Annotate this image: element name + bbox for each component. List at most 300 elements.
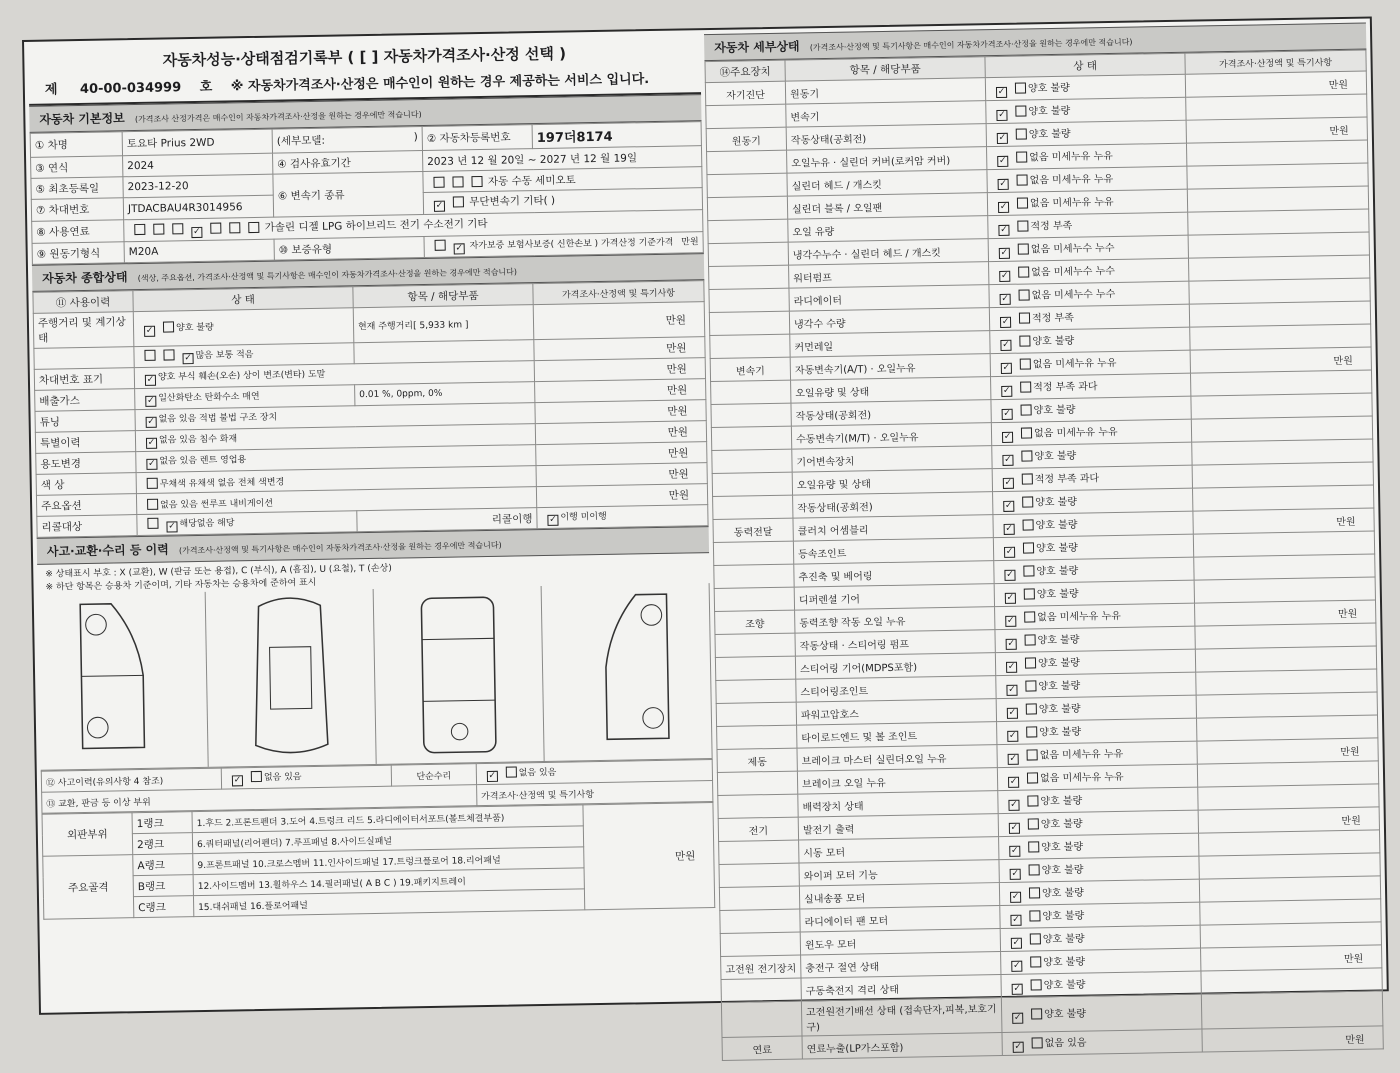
state-options: 양호 불량 bbox=[1043, 956, 1086, 969]
checkbox-icon bbox=[1018, 243, 1029, 254]
detail-price bbox=[1190, 370, 1371, 396]
device-group bbox=[707, 196, 787, 220]
checkbox-icon bbox=[1020, 381, 1031, 392]
device-group: 고전원 전기장치 bbox=[721, 955, 801, 979]
state-options: 적정 부족 과다 bbox=[1034, 473, 1100, 486]
checkbox-icon bbox=[1017, 174, 1028, 185]
checkbox-icon bbox=[1003, 501, 1014, 512]
detail-price: 만원 bbox=[1198, 807, 1379, 833]
detail-item: 변속기 bbox=[786, 101, 986, 127]
checkbox-icon bbox=[1027, 749, 1038, 760]
device-group bbox=[711, 380, 791, 404]
transmission-options-2: ✓ 무단변속기 기타( ) bbox=[423, 188, 702, 215]
state-options: 양호 불량 bbox=[1040, 795, 1083, 808]
parts-table bbox=[42, 802, 716, 920]
device-group bbox=[716, 679, 796, 703]
parts-label: ⑬ 교환, 판금 등 이상 부위 bbox=[42, 785, 477, 814]
state-options: 없음 있음 bbox=[1044, 1037, 1087, 1050]
value-year: 2024 bbox=[123, 153, 273, 177]
detail-item: 커먼레일 bbox=[790, 331, 990, 357]
detail-state bbox=[986, 97, 1186, 123]
detail-state bbox=[1000, 902, 1200, 928]
vehicle-note: ※ 하단 항목은 승용차 기준이며, 기타 자동차는 승용차에 준하여 표시 bbox=[45, 577, 317, 593]
detail-state bbox=[998, 810, 1198, 836]
detail-price bbox=[1199, 853, 1380, 879]
repair-options: ✓ 없음 있음 bbox=[476, 760, 713, 785]
device-group bbox=[720, 932, 800, 956]
device-group bbox=[708, 242, 788, 266]
value-inspection-period: 2023 년 12 월 20일 ~ 2027 년 12 월 19일 bbox=[422, 146, 701, 172]
detail-price: 만원 bbox=[1186, 117, 1367, 143]
table-row: 주요옵션 없음 있음 썬루프 내비게이션 만원 bbox=[36, 484, 707, 517]
state-options: 없음 미세누수 누수 bbox=[1031, 288, 1116, 302]
checkbox-icon bbox=[999, 248, 1010, 259]
detail-state bbox=[996, 695, 1196, 721]
checkbox-icon bbox=[1028, 818, 1039, 829]
label-fuel: ⑧ 사용연료 bbox=[32, 220, 124, 244]
detail-price bbox=[1201, 991, 1383, 1029]
checkbox-icon bbox=[1005, 616, 1016, 627]
detail-price bbox=[1189, 278, 1370, 304]
device-group bbox=[719, 863, 799, 887]
col-usage: ⑪ 사용이력 bbox=[33, 291, 133, 314]
label-warranty: ⑩ 보증유형 bbox=[274, 237, 424, 261]
checkbox-icon bbox=[1020, 358, 1031, 369]
checkbox-icon bbox=[1010, 915, 1021, 926]
repair-label: 단순수리 bbox=[391, 764, 476, 786]
detail-price bbox=[1191, 416, 1372, 442]
table-row: 용도변경 ✓ 없음 있음 렌트 영업용 만원 bbox=[36, 442, 707, 475]
detail-item: 등속조인트 bbox=[793, 538, 993, 564]
detail-item: 파워고압호스 bbox=[796, 699, 996, 725]
detail-item: 라디에이터 bbox=[789, 285, 989, 311]
checkbox-icon bbox=[998, 202, 1009, 213]
device-group bbox=[712, 449, 792, 473]
detail-item: 작동상태(공회전) bbox=[791, 400, 991, 426]
checkbox-icon bbox=[1023, 565, 1034, 576]
col-state: 상 태 bbox=[133, 287, 353, 312]
checkbox-icon bbox=[1002, 409, 1013, 420]
right-column bbox=[704, 23, 1383, 1056]
detail-item: 와이퍼 모터 기능 bbox=[799, 860, 999, 886]
checkbox-icon bbox=[1025, 680, 1036, 691]
detail-price bbox=[1199, 876, 1380, 902]
table-row: 배출가스 ✓ 일산화탄소 탄화수소 매연 0.01 %, 0ppm, 0% 만원 bbox=[35, 379, 706, 412]
checkbox-icon bbox=[1009, 846, 1020, 857]
detail-price bbox=[1195, 646, 1376, 672]
checkbox-icon bbox=[1002, 455, 1013, 466]
detail-price bbox=[1186, 94, 1367, 120]
detail-state bbox=[993, 511, 1193, 537]
state-options: 없음 미세누유 누유 bbox=[1029, 196, 1114, 210]
detail-item: 스티어링 기어(MDPS포함) bbox=[795, 653, 995, 679]
checkbox-icon bbox=[1024, 588, 1035, 599]
detail-price bbox=[1199, 830, 1380, 856]
label-transmission: ⑥ 변속기 종류 bbox=[273, 172, 424, 218]
checkbox-icon bbox=[1028, 841, 1039, 852]
service-note: ※ 자동차가격조사·산정은 매수인이 원하는 경우 제공하는 서비스 입니다. bbox=[230, 72, 650, 95]
checkbox-icon bbox=[1006, 639, 1017, 650]
detail-price bbox=[1201, 968, 1382, 994]
checkbox-icon bbox=[1003, 478, 1014, 489]
car-diagram-right-side bbox=[542, 583, 713, 761]
table-row: C랭크 15.대쉬패널 16.플로어패널 bbox=[43, 887, 714, 920]
checkbox-icon bbox=[1004, 524, 1015, 535]
checkbox-icon bbox=[1030, 933, 1041, 944]
device-group bbox=[721, 978, 801, 1002]
state-options: 양호 불량 bbox=[1039, 726, 1082, 739]
detail-item: 발전기 출력 bbox=[798, 814, 998, 840]
table-row: 특별이력 ✓ 없음 있음 침수 화재 만원 bbox=[35, 421, 706, 454]
checkbox-icon bbox=[1017, 220, 1028, 231]
device-group bbox=[719, 886, 799, 910]
device-group bbox=[707, 150, 787, 174]
checkbox-icon bbox=[1031, 1008, 1042, 1019]
detail-state bbox=[993, 488, 1193, 514]
table-row: 튜닝 ✓ 없음 있음 적법 불법 구조 장치 만원 bbox=[35, 400, 706, 433]
table-row: 차대번호 표기 ✓ 양호 부식 훼손(오손) 상이 변조(변타) 도말 만원 bbox=[34, 358, 705, 391]
detail-price bbox=[1189, 301, 1370, 327]
device-group: 조향 bbox=[715, 610, 795, 634]
detail-price bbox=[1197, 715, 1378, 741]
car-diagram-left-side bbox=[38, 592, 209, 770]
device-group: 원동기 bbox=[706, 127, 786, 151]
left-column bbox=[28, 34, 717, 1006]
device-group bbox=[712, 472, 792, 496]
detail-item: 배력장치 상태 bbox=[798, 791, 998, 817]
col-device: ⑭주요장치 bbox=[705, 60, 785, 82]
detail-price bbox=[1192, 439, 1373, 465]
detail-price bbox=[1187, 186, 1368, 212]
checkbox-icon bbox=[1029, 910, 1040, 921]
col-detail-price: 가격조사·산정액 및 특기사항 bbox=[1185, 50, 1366, 74]
detail-price bbox=[1188, 209, 1369, 235]
detail-price bbox=[1193, 531, 1374, 557]
checkbox-icon bbox=[999, 271, 1010, 282]
state-options: 양호 불량 bbox=[1037, 634, 1080, 647]
detail-item: 연료누출(LP가스포함) bbox=[802, 1033, 1002, 1059]
checkbox-icon bbox=[997, 133, 1008, 144]
detail-state bbox=[989, 304, 1189, 330]
history-label: ⑫ 사고이력(유의사항 4 참조) bbox=[41, 768, 221, 792]
value-reg-number: 197더8174 bbox=[532, 122, 701, 149]
device-group bbox=[709, 265, 789, 289]
checkbox-icon bbox=[1004, 570, 1015, 581]
detail-item: 라디에이터 팬 모터 bbox=[800, 906, 1000, 932]
label-reg-number: ② 자동차등록번호 bbox=[422, 125, 532, 151]
device-group: 변속기 bbox=[710, 357, 790, 381]
detail-price bbox=[1200, 899, 1381, 925]
checkbox-icon bbox=[1027, 772, 1038, 783]
checkbox-icon bbox=[1015, 82, 1026, 93]
detail-item: 오일 유량 bbox=[788, 216, 988, 242]
detail-item: 시동 모터 bbox=[799, 837, 999, 863]
checkbox-icon bbox=[1008, 777, 1019, 788]
inspection-sheet bbox=[22, 16, 1389, 1056]
state-options: 양호 불량 bbox=[1028, 128, 1071, 141]
state-options: 양호 불량 bbox=[1043, 979, 1086, 992]
detail-state bbox=[1001, 994, 1202, 1032]
detail-item: 고전원전기배선 상태 (접속단자,피복,보호기구) bbox=[801, 998, 1002, 1036]
detail-item: 추진축 및 베어링 bbox=[794, 561, 994, 587]
checkbox-icon bbox=[1025, 657, 1036, 668]
checkbox-icon bbox=[998, 225, 1009, 236]
device-group bbox=[719, 840, 799, 864]
number-prefix: 제 bbox=[44, 82, 58, 98]
detail-state bbox=[985, 74, 1185, 100]
detail-price: 만원 bbox=[1197, 738, 1378, 764]
checkbox-icon bbox=[1008, 754, 1019, 765]
col-item: 항목 / 해당부품 bbox=[353, 284, 533, 308]
checkbox-icon bbox=[1032, 1037, 1043, 1048]
state-options: 양호 불량 bbox=[1032, 335, 1075, 348]
detail-price: 만원 bbox=[1193, 508, 1374, 534]
detail-item: 워터펌프 bbox=[789, 262, 989, 288]
detail-item: 오일유량 및 상태 bbox=[791, 377, 991, 403]
detail-item: 오일누유 · 실린더 커버(로커암 커버) bbox=[787, 147, 987, 173]
checkbox-icon bbox=[1016, 151, 1027, 162]
col-price: 가격조사·산정액 및 특기사항 bbox=[533, 281, 704, 305]
detail-item: 작동상태 · 스티어링 펌프 bbox=[795, 630, 995, 656]
checkbox-icon bbox=[1012, 1013, 1023, 1024]
checkbox-icon bbox=[1024, 611, 1035, 622]
checkbox-icon bbox=[1030, 956, 1041, 967]
transmission-options: 자동 수동 세미오토 bbox=[423, 167, 702, 193]
label-first-reg: ⑤ 최초등록일 bbox=[31, 177, 123, 200]
device-group bbox=[714, 564, 794, 588]
state-options: 없음 미세누유 누유 bbox=[1029, 173, 1114, 187]
checkbox-icon bbox=[1023, 519, 1034, 530]
col-detail-state: 상 태 bbox=[985, 53, 1185, 77]
label-year: ③ 연식 bbox=[31, 156, 123, 179]
checkbox-icon bbox=[1006, 662, 1017, 673]
checkbox-icon bbox=[1026, 703, 1037, 714]
checkbox-icon bbox=[1013, 1042, 1024, 1053]
device-group bbox=[709, 311, 789, 335]
overall-status-table bbox=[32, 280, 708, 538]
checkbox-icon bbox=[1022, 496, 1033, 507]
parts-price-col: 가격조사·산정액 및 특기사항 bbox=[476, 781, 713, 806]
detail-item: 수동변속기(M/T) · 오일누유 bbox=[791, 423, 991, 449]
table-row: B랭크 12.사이드멤버 13.휠하우스 14.필러패널( A B C ) 19.패키지트레이 bbox=[43, 866, 714, 899]
state-options: 양호 불량 bbox=[1044, 1008, 1087, 1021]
state-options: 없음 미세누수 누수 bbox=[1030, 242, 1115, 256]
car-diagrams bbox=[38, 583, 713, 771]
detail-state bbox=[987, 189, 1187, 215]
checkbox-icon bbox=[1021, 427, 1032, 438]
warranty-options: ✓ 자가보증 보험사보증( 신한손보 ) 가격산정 기준가격 만원 bbox=[424, 232, 703, 258]
detail-price bbox=[1192, 462, 1373, 488]
checkbox-icon bbox=[1010, 869, 1021, 880]
detail-item: 브레이크 오일 누유 bbox=[797, 768, 997, 794]
state-options: 양호 불량 bbox=[1038, 680, 1081, 693]
detail-price bbox=[1186, 140, 1367, 166]
checkbox-icon bbox=[1027, 795, 1038, 806]
state-options: 없음 미세누수 누수 bbox=[1031, 265, 1115, 279]
state-options: 양호 불량 bbox=[1033, 404, 1076, 417]
checkbox-icon bbox=[996, 110, 1007, 121]
accident-title: 사고·교환·수리 등 이력 bbox=[46, 542, 169, 559]
checkbox-icon bbox=[1025, 634, 1036, 645]
detail-note: (가격조사·산정액 및 특기사항은 매수인이 자동차가격조사·산정을 원하는 경우에만 적습니다) bbox=[809, 37, 1133, 53]
device-group bbox=[713, 495, 793, 519]
detail-item: 원동기 bbox=[785, 78, 985, 104]
detail-item: 냉각수 수량 bbox=[789, 308, 989, 334]
checkbox-icon bbox=[1018, 266, 1029, 277]
checkbox-icon bbox=[1011, 938, 1022, 949]
detail-price bbox=[1196, 669, 1377, 695]
device-group bbox=[715, 633, 795, 657]
car-diagram-top bbox=[206, 589, 377, 767]
detail-item: 브레이크 마스터 실린더오일 누유 bbox=[797, 745, 997, 771]
detail-price bbox=[1197, 761, 1378, 787]
number-suffix: 호 bbox=[199, 79, 213, 95]
checkbox-icon bbox=[1000, 340, 1011, 351]
device-group bbox=[709, 288, 789, 312]
checkbox-icon bbox=[1008, 800, 1019, 811]
checkbox-icon bbox=[1015, 105, 1026, 116]
table-row: 주행거리 및 계기상태 ✓양호 불량 현재 주행거리[ 5,933 km ] 만원 bbox=[33, 302, 705, 349]
detail-model: (세부모델: ) bbox=[272, 127, 422, 154]
checkbox-icon bbox=[1029, 864, 1040, 875]
detail-item: 자동변속기(A/T) · 오일누유 bbox=[790, 354, 990, 380]
detail-item: 기어변속장치 bbox=[792, 446, 992, 472]
detail-price bbox=[1188, 232, 1369, 258]
checkbox-icon bbox=[1019, 289, 1030, 300]
table-row: 리콜대상 ✓ 해당없음 해당 리콜이행 ✓ 이행 미이행 bbox=[37, 505, 708, 538]
checkbox-icon bbox=[1031, 979, 1042, 990]
checkbox-icon bbox=[1010, 892, 1021, 903]
detail-state bbox=[1002, 1029, 1202, 1055]
device-group bbox=[721, 1001, 802, 1037]
checkbox-icon bbox=[1004, 547, 1015, 558]
symbol-note: ※ 상태표시 부호 : X (교환), W (판금 또는 용접), C (부식), A (흠집), U (요철), T (손상) bbox=[45, 563, 392, 580]
detail-item: 작동상태(공회전) bbox=[793, 492, 993, 518]
device-group bbox=[708, 219, 788, 243]
state-options: 없음 미세누유 누유 bbox=[1029, 150, 1113, 164]
checkbox-icon bbox=[1019, 335, 1030, 346]
checkbox-icon bbox=[997, 156, 1008, 167]
state-options: 양호 불량 bbox=[1038, 703, 1081, 716]
detail-price bbox=[1198, 784, 1379, 810]
detail-item: 윈도우 모터 bbox=[800, 929, 1000, 955]
overall-status-title: 자동차 종합상태 bbox=[42, 270, 128, 286]
checkbox-icon bbox=[1009, 823, 1020, 834]
detail-price bbox=[1194, 577, 1375, 603]
detail-item: 동력조향 작동 오일 누유 bbox=[795, 607, 995, 633]
document-title: 자동차성능·상태점검기록부 ( [ ] 자동차가격조사·산정 선택 ) bbox=[162, 44, 567, 70]
col-detail-item: 항목 / 해당부품 bbox=[785, 57, 985, 81]
fuel-options: ✓ 가솔린 디젤 LPG 하이브리드 전기 수소전기 기타 bbox=[124, 210, 703, 242]
checkbox-icon bbox=[1000, 294, 1011, 305]
table-row: 2랭크 6.쿼터패널(리어펜더) 7.루프패널 8.사이드실패널 bbox=[42, 824, 713, 857]
state-options: 양호 불량 bbox=[1036, 565, 1079, 578]
detail-rows bbox=[705, 71, 1383, 1060]
detail-price bbox=[1191, 393, 1372, 419]
device-group: 연료 bbox=[722, 1036, 802, 1060]
detail-state bbox=[989, 281, 1189, 307]
checkbox-icon bbox=[1016, 128, 1027, 139]
label-car-name: ① 차명 bbox=[30, 132, 122, 158]
state-options: 양호 불량 bbox=[1035, 542, 1078, 555]
checkbox-icon bbox=[1012, 984, 1023, 995]
accident-note: (가격조사·산정액 및 특기사항은 매수인이 자동차가격조사·산정을 원하는 경우에만 적습니다) bbox=[178, 540, 502, 556]
state-options: 양호 불량 bbox=[1042, 910, 1085, 923]
state-options: 양호 불량 bbox=[1027, 82, 1070, 95]
device-group bbox=[718, 794, 798, 818]
detail-price bbox=[1190, 324, 1371, 350]
state-options: 없음 미세누유 누유 bbox=[1033, 426, 1118, 440]
detail-item: 오일유량 및 상태 bbox=[792, 469, 992, 495]
checkbox-icon bbox=[1022, 473, 1033, 484]
device-group bbox=[714, 587, 794, 611]
detail-item: 실린더 헤드 / 개스킷 bbox=[787, 170, 987, 196]
state-options: 없음 미세누유 누유 bbox=[1039, 771, 1124, 785]
device-group bbox=[706, 104, 786, 128]
state-options: 양호 불량 bbox=[1034, 450, 1077, 463]
detail-state bbox=[995, 603, 1195, 629]
car-diagram-frame bbox=[374, 586, 545, 764]
checkbox-icon bbox=[1026, 726, 1037, 737]
state-options: 양호 불량 bbox=[1036, 588, 1079, 601]
detail-price: 만원 bbox=[1190, 347, 1371, 373]
checkbox-icon bbox=[1000, 317, 1011, 328]
checkbox-icon bbox=[1019, 312, 1030, 323]
checkbox-icon bbox=[1017, 197, 1028, 208]
detail-price bbox=[1196, 692, 1377, 718]
state-options: 없음 미세누유 누유 bbox=[1032, 357, 1117, 371]
checkbox-icon bbox=[1001, 363, 1012, 374]
detail-state bbox=[994, 580, 1194, 606]
state-options: 양호 불량 bbox=[1028, 105, 1071, 118]
checkbox-icon bbox=[1023, 542, 1034, 553]
detail-item: 냉각수누수 · 실린더 헤드 / 개스킷 bbox=[788, 239, 988, 265]
device-group: 동력전달 bbox=[713, 518, 793, 542]
state-options: 적정 부족 bbox=[1030, 220, 1073, 233]
device-group bbox=[717, 771, 797, 795]
checkbox-icon bbox=[996, 87, 1007, 98]
detail-item: 구동축전지 격리 상태 bbox=[801, 975, 1001, 1001]
checkbox-icon bbox=[998, 179, 1009, 190]
state-options: 없음 미세누유 누유 bbox=[1039, 748, 1124, 762]
detail-price bbox=[1195, 623, 1376, 649]
detail-price bbox=[1187, 163, 1368, 189]
checkbox-icon bbox=[1011, 961, 1022, 972]
detail-title: 자동차 세부상태 bbox=[714, 39, 800, 55]
checkbox-icon bbox=[1007, 731, 1018, 742]
checkbox-icon bbox=[1029, 887, 1040, 898]
checkbox-icon bbox=[1001, 386, 1012, 397]
checkbox-icon bbox=[1005, 593, 1016, 604]
detail-item: 디퍼렌셜 기어 bbox=[794, 584, 994, 610]
state-options: 양호 불량 bbox=[1040, 818, 1083, 831]
state-options: 없음 미세누유 누유 bbox=[1037, 610, 1121, 624]
detail-price: 만원 bbox=[1202, 1026, 1383, 1052]
table-row: 색 상 무채색 유채색 없음 전체 색변경 만원 bbox=[36, 463, 707, 496]
detail-price bbox=[1188, 255, 1369, 281]
device-group: 제동 bbox=[717, 748, 797, 772]
label-vin: ⑦ 차대번호 bbox=[31, 198, 123, 222]
detail-table bbox=[704, 50, 1383, 1061]
basic-info-table bbox=[30, 121, 704, 265]
device-group bbox=[716, 702, 796, 726]
label-inspection-period: ④ 검사유효기간 bbox=[273, 151, 423, 175]
detail-price: 만원 bbox=[1201, 945, 1382, 971]
checkbox-icon bbox=[1002, 432, 1013, 443]
detail-item: 작동상태(공회전) bbox=[786, 124, 986, 150]
detail-item: 스티어링조인트 bbox=[796, 676, 996, 702]
detail-state bbox=[998, 787, 1198, 813]
